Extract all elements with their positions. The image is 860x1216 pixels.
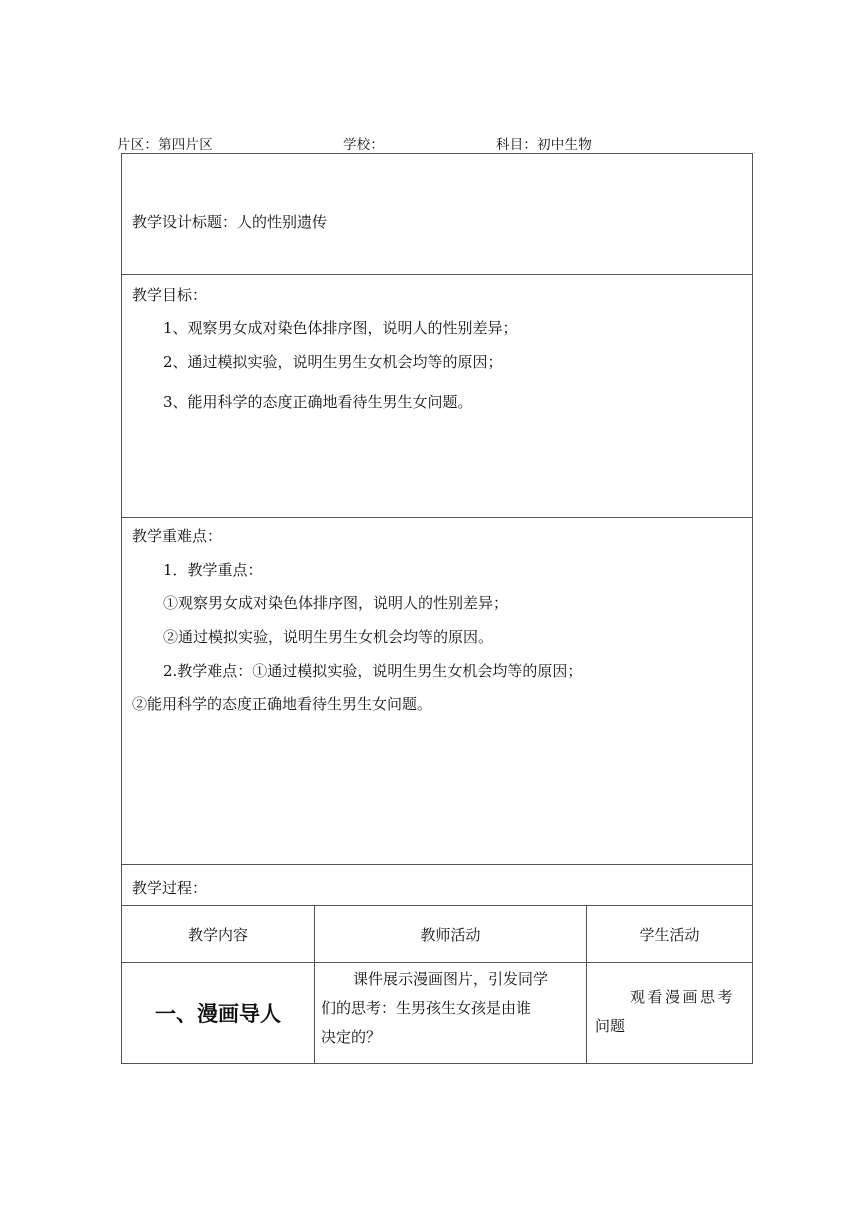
key-difficulties-cell: [121, 517, 753, 865]
student-activity-line: 问题: [595, 1017, 626, 1035]
goal-item: 1、观察男女成对染色体排序图，说明人的性别差异；: [163, 319, 518, 337]
goal-item: 3、能用科学的态度正确地看待生男生女问题。: [163, 393, 473, 411]
process-heading: 教学过程：: [132, 879, 208, 897]
teacher-activity-line: 们的思考：生男孩生女孩是由谁: [321, 999, 532, 1017]
row-content-cell: 一、漫画导人: [155, 1002, 281, 1026]
subject-label: 科目：初中生物: [496, 137, 592, 153]
teacher-activity-line: 课件展示漫画图片，引发同学: [353, 970, 549, 988]
teacher-activity-line: 决定的？: [321, 1028, 382, 1046]
column-header-content: 教学内容: [187, 925, 248, 944]
row-teacher-cell: [321, 965, 583, 1052]
area-label: 片区：第四片区: [117, 137, 213, 153]
process-table: [121, 905, 753, 1064]
design-title: 教学设计标题：人的性别遗传: [132, 213, 328, 231]
row-student-cell: [595, 983, 750, 1041]
key-point-item: ①观察男女成对染色体排序图，说明人的性别差异；: [163, 594, 509, 612]
column-header-student: 学生活动: [639, 925, 700, 944]
process-heading-cell: [121, 864, 753, 906]
difficulty-line: ②能用科学的态度正确地看待生男生女问题。: [132, 695, 433, 713]
column-header-teacher: 教师活动: [420, 925, 481, 944]
teaching-goals-cell: [121, 274, 753, 518]
difficulty-heading: 教学重难点：: [132, 527, 223, 545]
goals-heading: 教学目标：: [132, 286, 208, 304]
key-points-heading: 1．教学重点：: [163, 561, 263, 579]
goal-item: 2、通过模拟实验，说明生男生女机会均等的原因；: [163, 353, 503, 371]
design-title-cell: [121, 153, 753, 275]
student-activity-line: 观看漫画思考: [630, 988, 736, 1006]
key-point-item: ②通过模拟实验，说明生男生女机会均等的原因。: [163, 628, 494, 646]
difficulty-line: 2.教学难点：①通过模拟实验，说明生男生女机会均等的原因；: [163, 662, 583, 680]
school-label: 学校：: [343, 137, 385, 153]
